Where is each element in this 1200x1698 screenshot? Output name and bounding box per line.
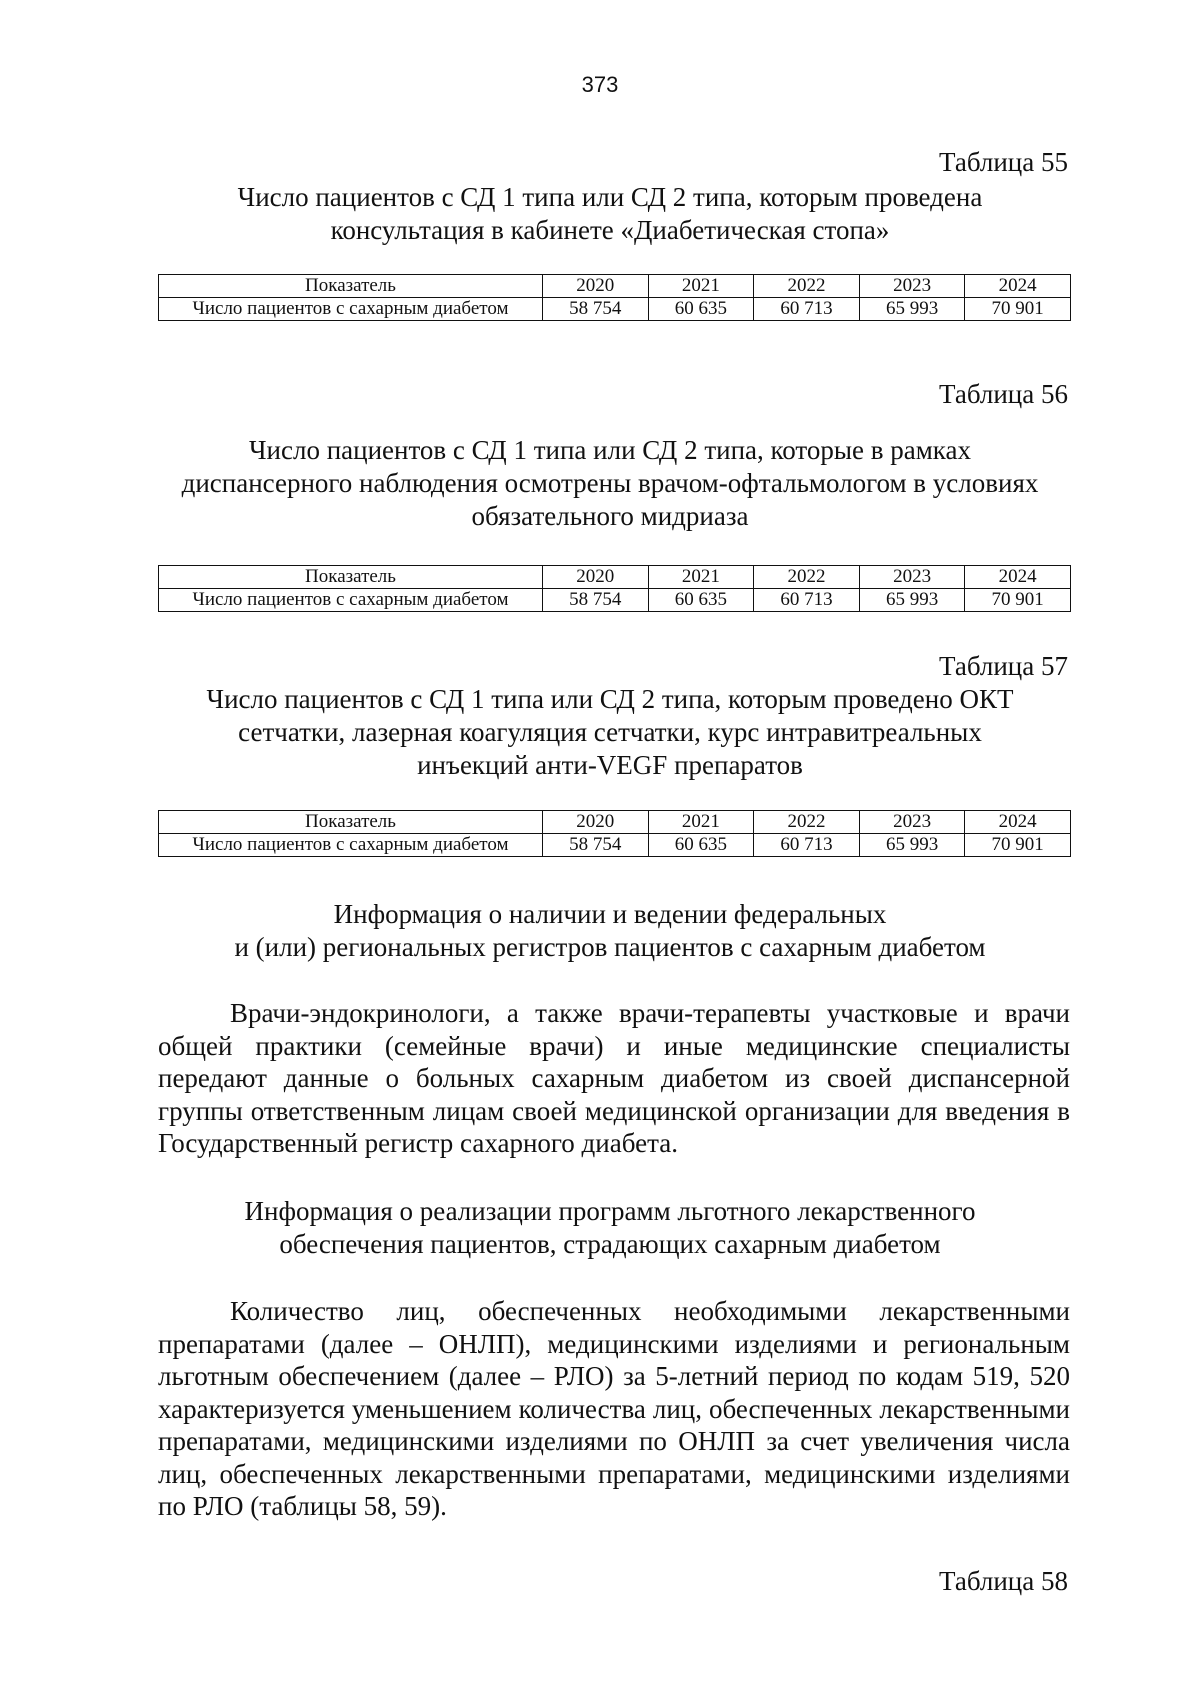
header-cell: 2024: [965, 275, 1071, 298]
caption-line: сетчатки, лазерная коагуляция сетчатки, курс интравитреальных: [238, 717, 982, 747]
header-cell: 2022: [754, 811, 860, 834]
header-cell: 2020: [543, 275, 649, 298]
table-cell: 60 635: [648, 589, 754, 612]
table-cell: 70 901: [965, 834, 1071, 857]
header-cell: 2023: [859, 275, 965, 298]
table-56-label: Таблица 56: [939, 379, 1068, 409]
header-cell: 2023: [859, 811, 965, 834]
table-row: [159, 834, 1071, 857]
table-cell: 65 993: [859, 298, 965, 321]
table-cell: 70 901: [965, 589, 1071, 612]
table-cell: 65 993: [859, 834, 965, 857]
table-cell: 60 635: [648, 298, 754, 321]
table-cell: 60 635: [648, 834, 754, 857]
caption-line: диспансерного наблюдения осмотрены врачом-офтальмологом в условиях: [181, 468, 1039, 498]
table-header-row: [159, 275, 1071, 298]
header-cell: 2021: [648, 566, 754, 589]
header-cell: 2024: [965, 566, 1071, 589]
heading-line: Информация о наличии и ведении федеральных: [333, 899, 887, 929]
header-cell: Показатель: [159, 275, 543, 298]
table-57-label: Таблица 57: [939, 651, 1068, 681]
table-row: [159, 298, 1071, 321]
heading-line: Информация о реализации программ льготного лекарственного: [244, 1196, 976, 1226]
table-cell: Число пациентов с сахарным диабетом: [159, 834, 543, 857]
header-cell: 2021: [648, 811, 754, 834]
table-cell: 60 713: [754, 589, 860, 612]
heading-line: и (или) региональных регистров пациентов с сахарным диабетом: [234, 932, 986, 962]
table-cell: 58 754: [543, 834, 649, 857]
table-header-row: [159, 811, 1071, 834]
table-cell: 65 993: [859, 589, 965, 612]
table-cell: 58 754: [543, 298, 649, 321]
caption-line: Число пациентов с СД 1 типа или СД 2 типа, которым проведено ОКТ: [206, 684, 1014, 714]
table-55-label: Таблица 55: [939, 147, 1068, 177]
header-cell: Показатель: [159, 566, 543, 589]
table-58-label: Таблица 58: [939, 1566, 1068, 1596]
section-heading-drug-provision: [150, 1195, 1070, 1261]
table-57: [158, 810, 1071, 857]
table-57-caption: [150, 683, 1070, 782]
table-cell: 60 713: [754, 834, 860, 857]
table-cell: Число пациентов с сахарным диабетом: [159, 298, 543, 321]
caption-line: обязательного мидриаза: [471, 501, 749, 531]
table-cell: Число пациентов с сахарным диабетом: [159, 589, 543, 612]
table-55: [158, 274, 1071, 321]
caption-line: инъекций анти-VEGF препаратов: [417, 750, 803, 780]
page-number: 373: [581, 72, 619, 97]
table-56-caption: [150, 434, 1070, 533]
caption-line: консультация в кабинете «Диабетическая стопа»: [330, 215, 890, 245]
table-cell: 70 901: [965, 298, 1071, 321]
section-heading-registers: [150, 898, 1070, 964]
header-cell: 2020: [543, 566, 649, 589]
header-cell: 2021: [648, 275, 754, 298]
table-cell: 58 754: [543, 589, 649, 612]
table-55-caption: [150, 181, 1070, 247]
table-56: [158, 565, 1071, 612]
header-cell: 2022: [754, 275, 860, 298]
caption-line: Число пациентов с СД 1 типа или СД 2 типа, которые в рамках: [248, 435, 971, 465]
caption-line: Число пациентов с СД 1 типа или СД 2 типа, которым проведена: [237, 182, 983, 212]
paragraph-drug-provision: Количество лиц, обеспеченных необходимыми лекарственными препаратами (далее – ОНЛП), медицинскими изделиями и региональным льготным обеспечением (далее – РЛО) за 5-летний период по кодам 519, 520 характеризуется уменьшением количества лиц, обеспеченных лекарственными препаратами, медицинскими изделиями по ОНЛП за счет увеличения числа лиц, обеспеченных лекарственными препаратами, медицинскими изделиями по РЛО (таблицы 58, 59).: [158, 1296, 1070, 1521]
header-cell: 2024: [965, 811, 1071, 834]
heading-line: обеспечения пациентов, страдающих сахарным диабетом: [279, 1229, 941, 1259]
header-cell: 2022: [754, 566, 860, 589]
header-cell: 2023: [859, 566, 965, 589]
table-cell: 60 713: [754, 298, 860, 321]
table-row: [159, 589, 1071, 612]
table-header-row: [159, 566, 1071, 589]
paragraph-registers: Врачи-эндокринологи, а также врачи-терапевты участковые и врачи общей практики (семейные врачи) и иные медицинские специалисты передают данные о больных сахарным диабетом из своей диспансерной группы ответственным лицам своей медицинской организации для введения в Государственный регистр сахарного диабета.: [158, 998, 1070, 1158]
header-cell: 2020: [543, 811, 649, 834]
header-cell: Показатель: [159, 811, 543, 834]
